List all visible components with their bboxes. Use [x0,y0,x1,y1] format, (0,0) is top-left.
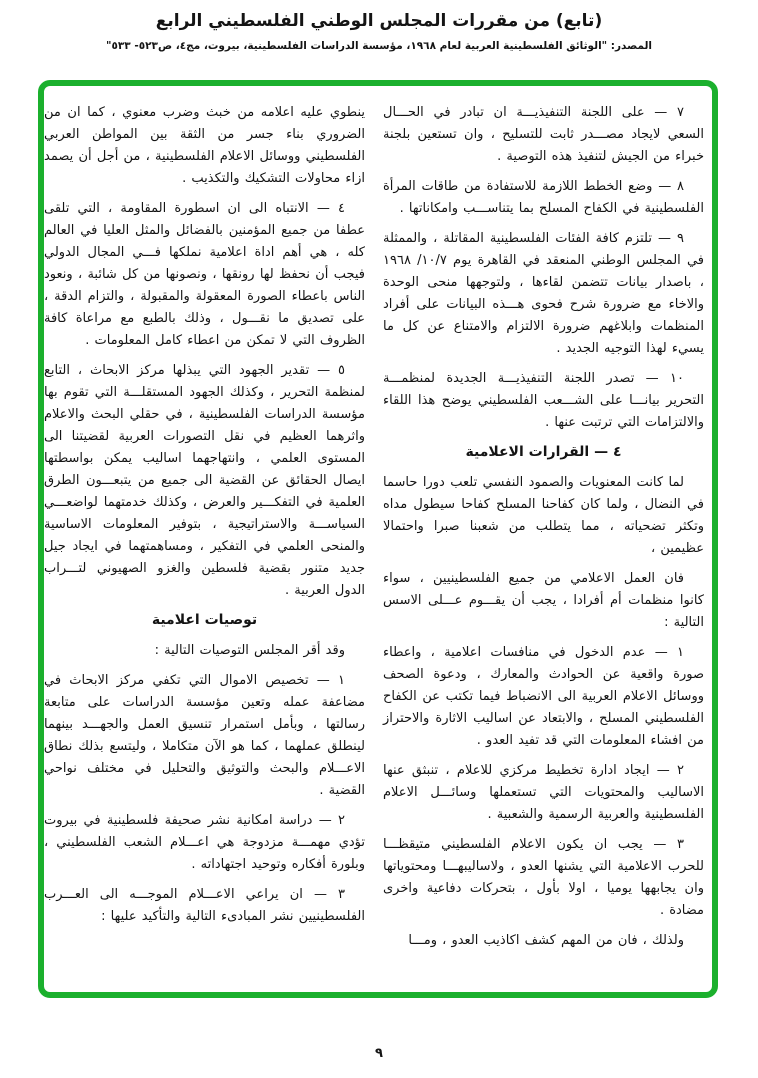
source-line: المصدر: "الوثائق الفلسطينية العربية لعام ١٩٦٨، مؤسسة الدراسات الفلسطينية، بيروت، مج٤، ص٥٢٣- ٥٣٣" [105,40,653,52]
paragraph-recommendation-2: ٢ — دراسة امكانية نشر صحيفة فلسطينية في بيروت تؤدي مهمـــة مزدوجة هي اعـــلام الشعب الفلسطيني ، وبلورة أفكاره وتوحيد اجتهاداته . [44,813,365,872]
section-heading-media-decisions: ٤ — القرارات الاعلامية [465,444,622,460]
paragraph-media-item-1: ١ — عدم الدخول في منافسات اعلامية ، واعطاء صورة واقعية عن الحوادث والمعارك ، ودعوة الصحف ووسائل الاعلام العربية الى الانضباط فيما تكتب عن الكفاح الفلسطيني المسلح ، والابتعاد عن اساليب الاثارة والاحتراز من افشاء المعلومات التي قد تفيد العدو . [383,645,704,748]
paragraph-recommendation-3: ٣ — ان يراعي الاعـــلام الموجـــه الى العـــرب الفلسطينيين نشر المبادىء التالية والتأكيد عليها : [44,887,365,924]
section-heading-media-recommendations: توصيات اعلامية [151,612,258,628]
paragraph-enemy-lies: ولذلك ، فان من المهم كشف اكاذيب العدو ، ومـــا [408,933,684,948]
paragraph-item-10: ١٠ — تصدر اللجنة التنفيذيـــة الجديدة لمنظمـــة التحرير بيانـــا على الشـــعب الفلسطيني يوضح هذا اللقاء والالتزامات التي ترتبت عنها . [383,371,704,430]
page-number: ٩ [375,1046,383,1061]
paragraph-item-9: ٩ — تلتزم كافة الفئات الفلسطينية المقاتلة ، والممثلة في المجلس الوطني المنعقد في القاهرة يوم ١٠/٧/ ١٩٦٨ ، باصدار بيانات تتضمن لقاءها ، ولتوجهها منحى الوحدة والاخاء مع ضرورة شرح فحوى هـــذه البيانات على أفراد المنظمات وابلاغهم ضرورة الالتزام والامتناع عن كل ما يسيء لهذا التوجيه الجديد . [383,231,705,356]
paragraph-continuation: ينطوي عليه اعلامه من خبث وضرب معنوي ، كما ان من الضروري بناء جسر من الثقة بين المواطن العربي الفلسطيني ووسائل الاعلام الفلسطينية ، من أجل أن يصمد ازاء محاولات التشكيك والتكذيب . [44,105,365,186]
paragraph-recommendation-1: ١ — تخصيص الاموال التي تكفي مركز الابحاث في مضاعفة عمله وتعين مؤسسة الدراسات على متابعة رسالتها ، وبأمل استمرار تنسيق العمل والجهـــد بينهما لينطلق عملهما ، كما هو الآن متكاملا ، وليتسع بذلك نطاق الاعـــلام والبحث والتوثيق والتحليل في مختلف نواحي القضية . [44,673,365,798]
paragraph-morale-intro: لما كانت المعنويات والصمود النفسي تلعب دورا حاسما في النضال ، ولما كان كفاحنا المسلح كفاحا سيطول مداه وتكثر تضحياته ، مما يتطلب من شعبنا صبرا واحتمالا عظيمين ، [383,475,704,556]
paragraph-item-5: ٥ — تقدير الجهود التي يبذلها مركز الابحاث ، التابع لمنظمة التحرير ، وكذلك الجهود المستقلـــة التي تقوم بها مؤسسة الدراسات الفلسطينية ، في حقلي البحث والاعلام واثرهما العظيم في نقل التصورات العربية لقضيتنا الى المستوى العلمي ، وانتهاجهما اساليب يمكن بواسطتها ايصال الحقائق عن القضية الى جميع من يتبعـــون الطرق العلمية في التفكـــير والعرض ، وكذلك خدمتهما لواضعـــي السياســـة والاستراتيجية ، بتوفير المعلومات الاساسية والمنحى العلمي في التفكير ، ومساهمتهما في ايجاد جيل جديد متنور بقضية فلسطين والغزو الصهيوني لتـــراب الدول العربية . [44,363,365,598]
paragraph-item-8: ٨ — وضع الخطط اللازمة للاستفادة من طاقات المرأة الفلسطينية في الكفاح المسلح بما يتناســـب وامكاناتها . [383,179,704,216]
column-left [44,102,365,960]
two-column-layout [44,86,712,960]
content-border-box [38,80,718,998]
document-header [0,0,758,52]
paragraph-item-4: ٤ — الانتباه الى ان اسطورة المقاومة ، التي تلقى عطفا من جميع المؤمنين بالفضائل والمثل العليا في العالم كله ، هي أهم اداة اعلامية نملكها فـــي المجال الدولي فيجب أن نحفظ لها رونقها ، ونصونها من كل شائبة ، ونعود الناس باعطاء الصورة المعقولة والمقبولة ، والتزام الدقة ، على تصديق ما نقـــول ، وذلك بالطبع مع مراعاة كافة الظروف التي لا تمكن من اعطاء كامل المعلومات . [44,201,365,348]
column-right [383,102,704,960]
page-title: (تابع) من مقررات المجلس الوطني الفلسطيني الرابع [155,11,603,31]
paragraph-media-item-3: ٣ — يجب ان يكون الاعلام الفلسطيني متيقظـــا للحرب الاعلامية التي يشنها العدو ، ولاساليبهـــا ومحتوياتها وان يجابهها يوميا ، اولا بأول ، بتحركات دفاعية واخرى مضادة . [383,837,704,918]
paragraph-media-basis-intro: فان العمل الاعلامي من جميع الفلسطينيين ، سواء كانوا منظمات أم أفرادا ، يجب أن يقـــوم عـــلى الاسس التالية : [383,571,704,630]
paragraph-media-item-2: ٢ — ايجاد ادارة تخطيط مركزي للاعلام ، تنبثق عنها الاساليب والمحتويات التي تستعملها وسائـــل الاعلام الفلسطينية والعربية الرسمية والشعبية . [383,763,704,822]
paragraph-item-7: ٧ — على اللجنة التنفيذيـــة ان تبادر في الحـــال السعي لايجاد مصـــدر ثابت للتسليح ، وان تستعين بلجنة خبراء من الجيش لتنفيذ هذه التوصية . [383,105,704,164]
paragraph-recommendations-intro: وقد أقر المجلس التوصيات التالية : [154,643,345,658]
